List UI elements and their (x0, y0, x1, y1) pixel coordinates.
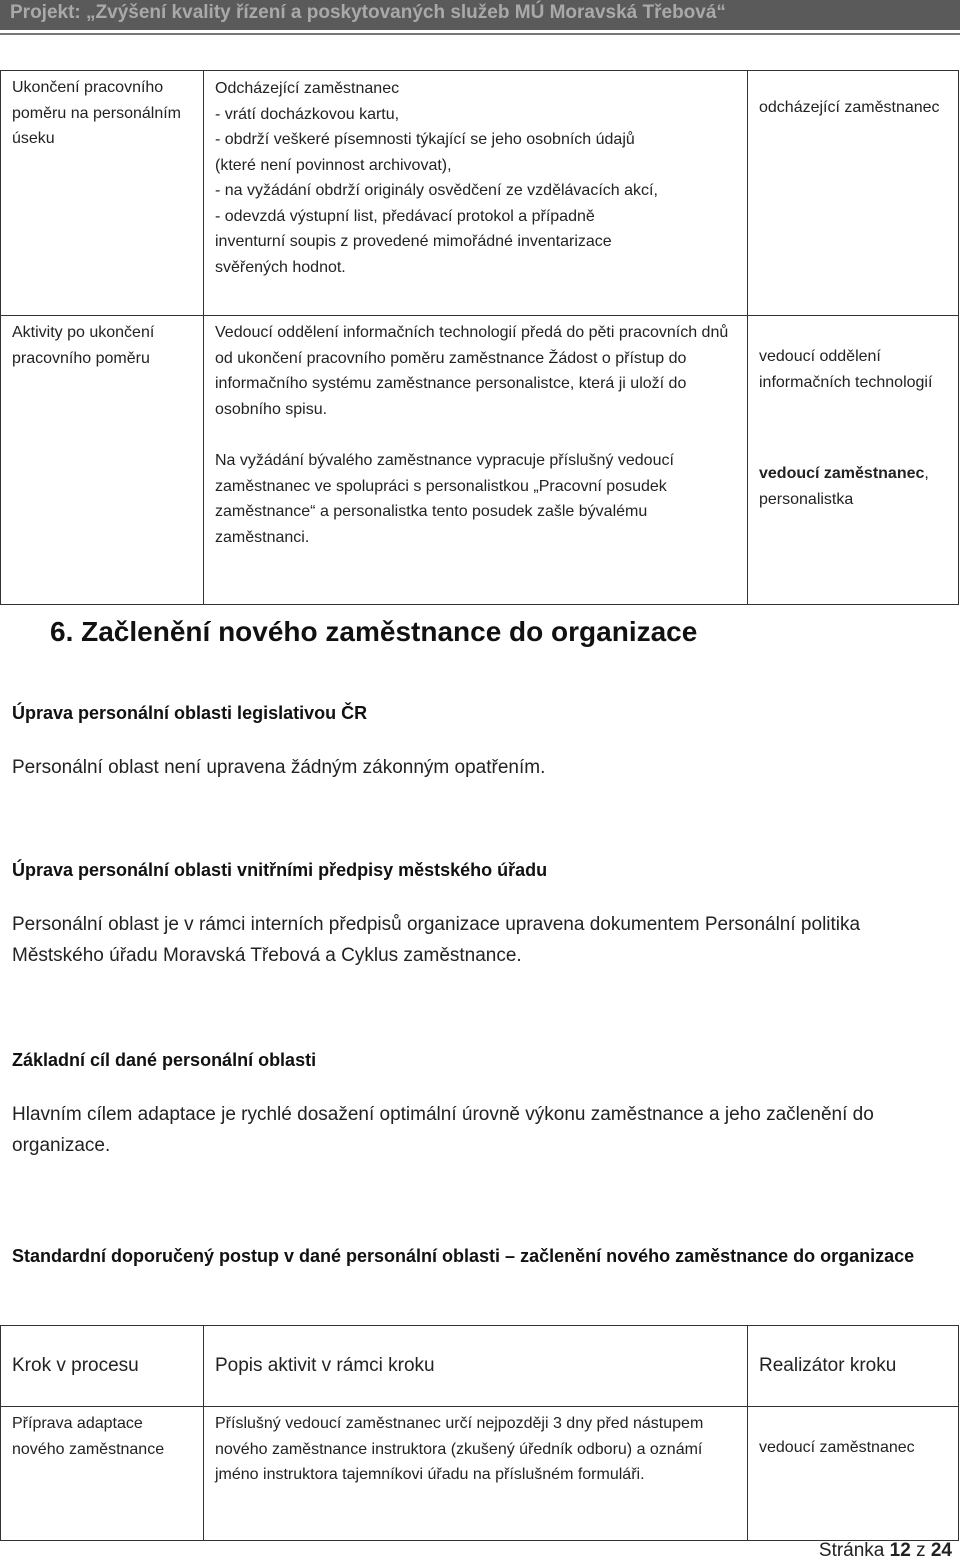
termination-process-table (0, 70, 959, 605)
page-of: z (916, 1540, 926, 1561)
step-cell: Ukončení pracovního poměru na personálním úseku (1, 71, 204, 316)
description-paragraph: Vedoucí oddělení informačních technologií předá do pěti pracovních dnů od ukončení pracovního poměru zaměstnance Žádost o přístup do informačního systému zaměstnance personalistce, která ji uloží do osobního spisu. (215, 324, 729, 418)
project-title: Projekt: „Zvýšení kvality řízení a poskytovaných služeb MÚ Moravská Třebová“ (10, 2, 726, 23)
page-number (819, 1540, 952, 1562)
step-cell: Příprava adaptace nového zaměstnance (1, 1407, 204, 1541)
subheading: Úprava personální oblasti vnitřními předpisy městského úřadu (12, 860, 548, 880)
header-divider (0, 33, 960, 35)
section-heading: 6. Začlenění nového zaměstnance do organizace (50, 616, 698, 647)
paragraph: Personální oblast není upravena žádným zákonným opatřením. (12, 757, 546, 778)
paragraph: Personální oblast je v rámci interních předpisů organizace upravena dokumentem Personální politika Městského úřadu Moravská Třebová a Cyklus zaměstnance. (12, 914, 861, 966)
description-paragraph: Na vyžádání bývalého zaměstnance vypracuje příslušný vedoucí zaměstnanec ve spolupráci s personalistkou „Pracovní posudek zaměstnance“ a personalistka tento posudek zašle bývalému zaměstnanci. (215, 452, 674, 546)
subheading: Základní cíl dané personální oblasti (12, 1050, 317, 1070)
column-header: Popis aktivit v rámci kroku (204, 1326, 748, 1407)
table-row (1, 71, 959, 316)
table-row (1, 316, 959, 605)
description-line: - na vyžádání obdrží originály osvědčení ze vzdělávacích akcí, (215, 182, 658, 199)
responsible-rest: , personalistka (759, 465, 929, 508)
description-cell (204, 71, 748, 316)
subheading: Úprava personální oblasti legislativou ČR (12, 703, 368, 723)
responsible-cell (748, 316, 959, 605)
paragraph: Hlavním cílem adaptace je rychlé dosažení optimální úrovně výkonu zaměstnance a jeho začlenění do organizace. (12, 1104, 874, 1156)
responsible-text (759, 461, 950, 512)
responsible-cell: odcházející zaměstnanec (748, 71, 959, 316)
description-line: - vrátí docházkovou kartu, (215, 105, 400, 123)
column-header: Krok v procesu (1, 1326, 204, 1407)
table-header-row (1, 1326, 959, 1407)
responsible-cell: vedoucí zaměstnanec (748, 1407, 959, 1541)
table-row (1, 1407, 959, 1541)
description-line: - obdrží veškeré písemnosti týkající se jeho osobních údajů (215, 131, 635, 148)
document-header (0, 0, 960, 30)
description-line: inventurní soupis z provedené mimořádné inventarizace (215, 233, 612, 250)
description-line: Odcházející zaměstnanec (215, 80, 400, 97)
total-pages: 24 (930, 1540, 952, 1561)
responsible-bold: vedoucí zaměstnanec (759, 465, 925, 482)
description-line: (které není povinnost archivovat), (215, 156, 452, 174)
page-label: Stránka (818, 1540, 885, 1561)
description-line: svěřených hodnot. (215, 258, 346, 276)
description-line: - odevzdá výstupní list, předávací protokol a případně (215, 207, 595, 225)
description-cell (204, 316, 748, 605)
responsible-text: vedoucí oddělení informačních technologií (759, 348, 933, 391)
subheading: Standardní doporučený postup v dané personální oblasti – začlenění nového zaměstnance do organizace (12, 1246, 915, 1266)
description-cell: Příslušný vedoucí zaměstnanec určí nejpozději 3 dny před nástupem nového zaměstnance instruktora (zkušený úředník odboru) a oznámí jméno instruktora tajemníkovi úřadu na příslušném formuláři. (204, 1407, 748, 1541)
current-page: 12 (889, 1540, 911, 1561)
step-cell: Aktivity po ukončení pracovního poměru (1, 316, 204, 605)
column-header: Realizátor kroku (748, 1326, 959, 1407)
adaptation-process-table (0, 1325, 959, 1541)
